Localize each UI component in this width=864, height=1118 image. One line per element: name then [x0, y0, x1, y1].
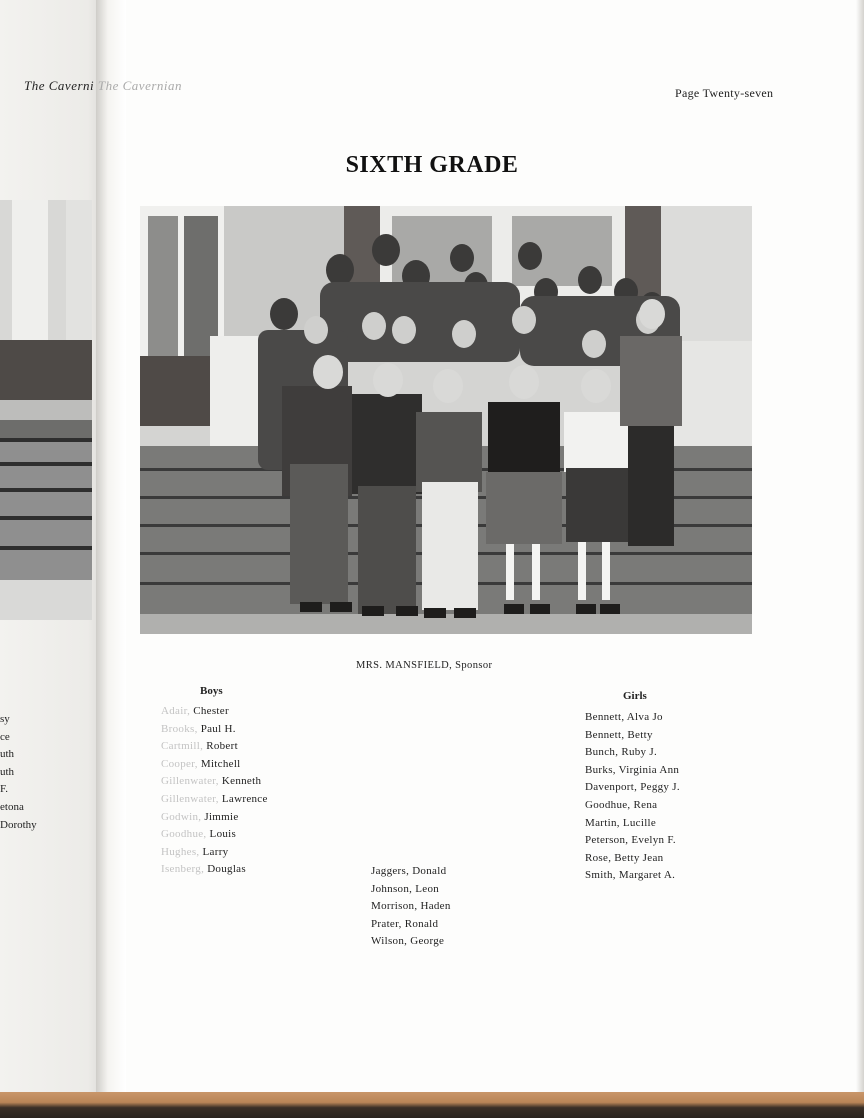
running-head — [24, 78, 182, 94]
boy-name: Isenberg, Douglas — [161, 863, 246, 876]
boys-list — [161, 703, 268, 879]
girl-name: Burks, Virginia Ann — [585, 763, 680, 776]
boys-list-continued — [371, 863, 451, 951]
page-title: SIXTH GRADE — [345, 152, 519, 178]
left-fragment: Dorothy — [0, 818, 37, 831]
boy-name: Hughes, Larry — [161, 845, 229, 858]
girl-name: Davenport, Peggy J. — [585, 781, 680, 794]
left-fragment: uth — [0, 748, 15, 761]
girl-name: Bunch, Ruby J. — [585, 746, 658, 759]
running-head-ghost: The Cavernian — [97, 78, 183, 93]
boy-name: Brooks, Paul H. — [161, 722, 236, 735]
girl-name: Martin, Lucille — [585, 816, 657, 829]
girls-heading: Girls — [623, 690, 647, 702]
girl-name: Peterson, Evelyn F. — [585, 834, 676, 847]
boy-name: Prater, Ronald — [371, 917, 439, 930]
girl-name: Rose, Betty Jean — [585, 851, 664, 864]
left-page-name-fragments — [0, 711, 37, 834]
boy-name: Jaggers, Donald — [371, 865, 447, 877]
running-head-text: The Caverni — [24, 78, 95, 93]
boy-name: Morrison, Haden — [371, 900, 451, 913]
sponsor-caption: MRS. MANSFIELD, Sponsor — [356, 660, 493, 671]
boy-name: Godwin, Jimmie — [161, 810, 239, 823]
class-photo — [140, 206, 752, 634]
book-edge — [0, 1092, 864, 1118]
boys-heading: Boys — [200, 685, 223, 697]
left-page-photo-fragment — [0, 200, 92, 620]
girl-name: Smith, Margaret A. — [585, 869, 676, 882]
left-fragment: sy — [0, 713, 10, 725]
boy-name: Cooper, Mitchell — [161, 757, 241, 770]
boy-name: Wilson, George — [371, 935, 445, 948]
boy-name: Gillenwater, Kenneth — [161, 775, 262, 788]
girl-name: Goodhue, Rena — [585, 798, 658, 811]
girl-name: Bennett, Alva Jo — [585, 711, 663, 723]
left-fragment: F. — [0, 783, 8, 796]
boy-name: Adair, Chester — [161, 705, 229, 717]
boy-name: Johnson, Leon — [371, 882, 440, 895]
left-fragment: uth — [0, 765, 15, 778]
girls-list — [585, 709, 680, 885]
left-fragment: ce — [0, 730, 10, 743]
girl-name: Bennett, Betty — [585, 728, 653, 741]
boy-name: Cartmill, Robert — [161, 740, 238, 753]
left-fragment: etona — [0, 800, 24, 813]
boy-name: Goodhue, Louis — [161, 828, 237, 841]
boy-name: Gillenwater, Lawrence — [161, 792, 268, 805]
page-number: Page Twenty-seven — [675, 86, 774, 100]
